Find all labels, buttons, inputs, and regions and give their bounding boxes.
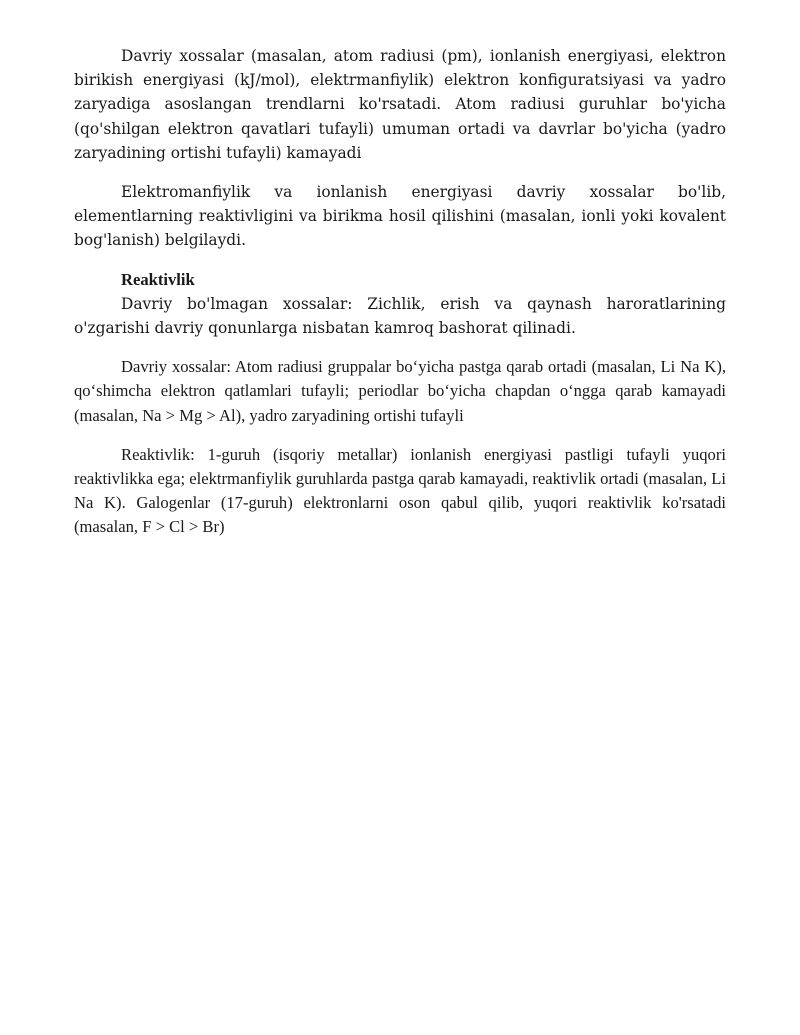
paragraph-periodic-trends: Davriy xossalar (masalan, atom radiusi (pm), ionlanish energiyasi, elektron birikish energiyasi (kJ/mol), elektrmanfiylik) elektron konfiguratsiyasi va yadro zaryadiga asoslangan trendlarni ko'rsatadi. Atom radiusi guruhlar bo'yicha (qo'shilgan elektron qavatlari tufayli) umuman ortadi va davrlar bo'yicha (yadro zaryadining ortishi tufayli) kamayadi bbox=[74, 47, 726, 162]
heading-reactivity: Reaktivlik bbox=[121, 269, 195, 289]
paragraph-atomic-radius: Davriy xossalar: Atom radiusi gruppalar bo‘yicha pastga qarab ortadi (masalan, Li Na K), qo‘shimcha elektron qatlamlari tufayli; periodlar bo‘yicha chapdan o‘ngga qarab kamayadi (masalan, Na > Mg > Al), yadro zaryadining ortishi tufayli bbox=[74, 357, 726, 425]
paragraph-reactivity-groups: Reaktivlik: 1-guruh (isqoriy metallar) ionlanish energiyasi pastligi tufayli yuqori reaktivlikka ega; elektrmanfiylik guruhlarda pastga qarab kamayadi, reaktivlik ortadi (masalan, Li Na K). Galogenlar (17-guruh) elektronlarni oson qabul qilib, yuqori reaktivlik ko'rsatadi (masalan, F > Cl > Br) bbox=[74, 444, 726, 537]
paragraph-electronegativity: Elektromanfiylik va ionlanish energiyasi davriy xossalar bo'lib, elementlarning reaktivligini va birikma hosil qilishini (masalan, ionli yoki kovalent bog'lanish) belgilaydi. bbox=[74, 183, 726, 250]
document-page bbox=[74, 44, 726, 555]
paragraph-non-periodic: Davriy bo'lmagan xossalar: Zichlik, erish va qaynash haroratlarining o'zgarishi davriy qonunlarga nisbatan kamroq bashorat qilinadi. bbox=[74, 294, 726, 338]
